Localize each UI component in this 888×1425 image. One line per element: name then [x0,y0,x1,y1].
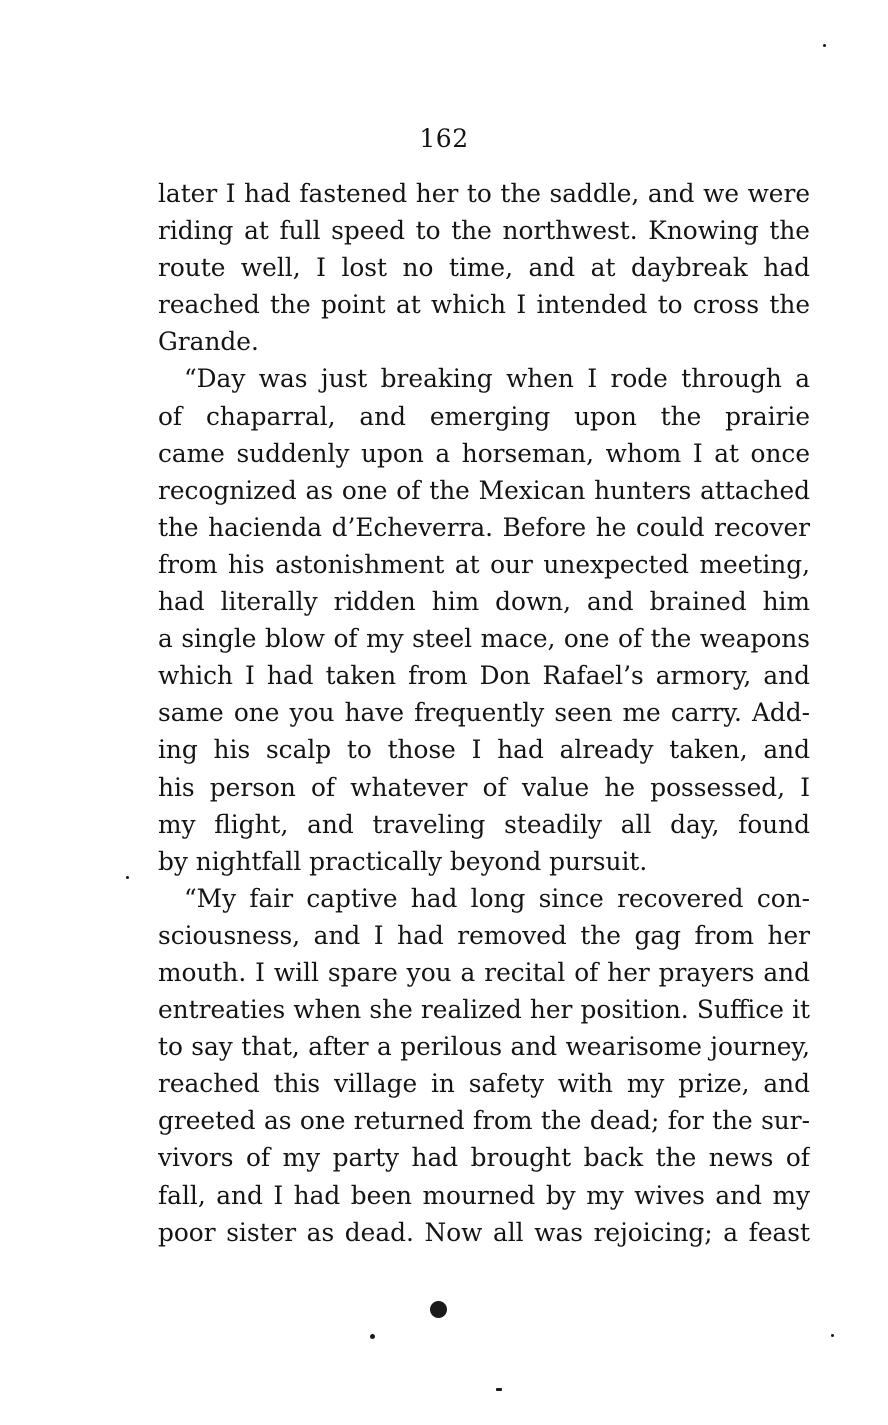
text-line: to say that, after a perilous and wearisome journey, [158,1032,810,1062]
text-line: recognized as one of the Mexican hunters attached [158,475,810,505]
text-line: the hacienda d’Echeverra. Before he could recover [158,512,810,542]
text-line: vivors of my party had brought back the news of [158,1143,810,1173]
text-line: from his astonishment at our unexpected meeting, [158,549,810,579]
text-line: had literally ridden him down, and brained him [158,587,810,617]
text-line: later I had fastened her to the saddle, and we were [158,179,810,208]
ink-speck [496,1388,502,1391]
ink-speck [823,44,826,47]
text-line: by nightfall practically beyond pursuit. [158,846,648,876]
text-line: same one you have frequently seen me carry. Add- [158,698,810,728]
text-line: entreaties when she realized her position. Suffice it [158,995,810,1025]
page-number: 162 [419,124,469,153]
text-line: reached the point at which I intended to cross the [158,290,810,320]
ink-speck [831,1334,834,1337]
text-line: sciousness, and I had removed the gag from her [158,920,810,950]
text-line: of chaparral, and emerging upon the prairie [158,401,810,431]
text-line: greeted as one returned from the dead; for the sur- [158,1106,810,1136]
text-line: Grande. [158,327,259,357]
ink-speck [126,876,129,879]
text-line: “My fair captive had long since recovered con- [184,883,810,913]
text-line: riding at full speed to the northwest. Knowing the [158,216,810,246]
text-line: fall, and I had been mourned by my wives and my [158,1180,810,1210]
text-line: mouth. I will spare you a recital of her prayers and [158,957,810,987]
ink-speck [430,1301,447,1318]
text-line: came suddenly upon a horseman, whom I at once [158,438,810,468]
text-line: ing his scalp to those I had already taken, and [158,735,810,765]
text-line: which I had taken from Don Rafael’s armory, and [158,661,810,691]
text-line: “Day was just breaking when I rode through a [184,364,810,394]
text-line: a single blow of my steel mace, one of the weapons [158,624,810,654]
text-line: reached this village in safety with my prize, and [158,1069,810,1099]
body-text [158,175,810,1251]
ink-speck [370,1334,375,1339]
text-line: his person of whatever of value he possessed, I [158,772,810,802]
text-line: my flight, and traveling steadily all day, found [158,809,810,839]
text-line: route well, I lost no time, and at daybreak had [158,253,810,283]
text-line: poor sister as dead. Now all was rejoicing; a feast [158,1217,810,1247]
